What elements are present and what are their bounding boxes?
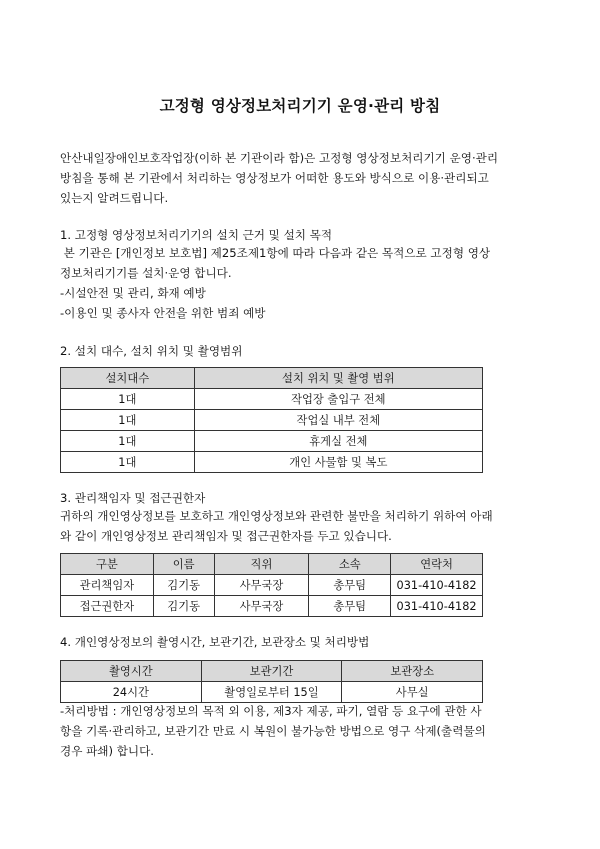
section4-line: 항을 기록·관리하고, 보관기간 만료 시 복원이 불가능한 방법으로 영구 삭제(출력물의	[60, 724, 486, 738]
table-cell: 작업실 내부 전체	[194, 410, 482, 431]
table-row	[61, 452, 483, 473]
table-row	[61, 682, 483, 703]
table-header-cell: 직위	[214, 554, 309, 575]
manager-table	[60, 553, 483, 617]
section3-body	[60, 506, 544, 546]
section4-line: 경우 파쇄) 합니다.	[60, 744, 154, 758]
table-cell: 1대	[61, 431, 195, 452]
table-cell: 사무국장	[214, 575, 309, 596]
table-cell: 김기동	[153, 596, 214, 617]
section3-line: 와 같이 개인영상정보 관리책임자 및 접근권한자를 두고 있습니다.	[60, 529, 392, 543]
section1-body	[60, 243, 544, 323]
section1-line: -이용인 및 종사자 안전을 위한 범죄 예방	[60, 306, 266, 320]
intro-line: 안산내일장애인보호작업장(이하 본 기관이라 함)은 고정형 영상정보처리기기 운영·관리	[60, 151, 499, 165]
table-cell: 031-410-4182	[391, 575, 483, 596]
section3-line: 귀하의 개인영상정보를 보호하고 개인영상정보와 관련한 불만을 처리하기 위하여 아래	[60, 509, 493, 523]
table-row	[61, 575, 483, 596]
table-header-cell: 보관장소	[342, 661, 483, 682]
table-row	[61, 431, 483, 452]
section1-heading: 1. 고정형 영상정보처리기기의 설치 근거 및 설치 목적	[60, 228, 333, 242]
section1-line: 본 기관은 [개인정보 보호법] 제25조제1항에 따라 다음과 같은 목적으로 고정형 영상	[60, 246, 491, 260]
section4-body	[60, 701, 544, 761]
table-cell: 총무팀	[309, 596, 391, 617]
intro-line: 있는지 알려드립니다.	[60, 191, 169, 205]
table-header-cell: 연락처	[391, 554, 483, 575]
table-cell: 1대	[61, 410, 195, 431]
table-row	[61, 389, 483, 410]
table-header-row	[61, 368, 483, 389]
table-cell: 031-410-4182	[391, 596, 483, 617]
table-cell: 1대	[61, 452, 195, 473]
table-cell: 접근권한자	[61, 596, 154, 617]
retention-table	[60, 660, 483, 703]
table-cell: 김기동	[153, 575, 214, 596]
section3-heading: 3. 관리책임자 및 접근권한자	[60, 491, 206, 505]
section1-line: 정보처리기기를 설치·운영 합니다.	[60, 266, 232, 280]
table-header-cell: 촬영시간	[61, 661, 202, 682]
table-cell: 촬영일로부터 15일	[201, 682, 342, 703]
document-title: 고정형 영상정보처리기기 운영·관리 방침	[159, 97, 441, 115]
section4-heading: 4. 개인영상정보의 촬영시간, 보관기간, 보관장소 및 처리방법	[60, 635, 370, 649]
section4-line: -처리방법 : 개인영상정보의 목적 외 이용, 제3자 제공, 파기, 열람 등 요구에 관한 사	[60, 704, 482, 718]
table-header-cell: 설치대수	[61, 368, 195, 389]
intro-line: 방침을 통해 본 기관에서 처리하는 영상정보가 어떠한 용도와 방식으로 이용·관리되고	[60, 171, 489, 185]
table-cell: 관리책임자	[61, 575, 154, 596]
section2-heading: 2. 설치 대수, 설치 위치 및 촬영범위	[60, 344, 243, 358]
table-cell: 개인 사물함 및 복도	[194, 452, 482, 473]
table-row	[61, 596, 483, 617]
table-header-cell: 이름	[153, 554, 214, 575]
table-header-row	[61, 554, 483, 575]
table-header-cell: 구분	[61, 554, 154, 575]
table-row	[61, 410, 483, 431]
table-header-cell: 설치 위치 및 촬영 범위	[194, 368, 482, 389]
table-cell: 24시간	[61, 682, 202, 703]
table-header-cell: 소속	[309, 554, 391, 575]
intro-paragraph	[60, 148, 544, 208]
table-header-row	[61, 661, 483, 682]
table-cell: 사무실	[342, 682, 483, 703]
section1-line: -시설안전 및 관리, 화재 예방	[60, 286, 206, 300]
installation-table	[60, 367, 483, 473]
table-header-cell: 보관기간	[201, 661, 342, 682]
table-cell: 총무팀	[309, 575, 391, 596]
table-cell: 작업장 출입구 전체	[194, 389, 482, 410]
table-cell: 1대	[61, 389, 195, 410]
table-cell: 휴게실 전체	[194, 431, 482, 452]
table-cell: 사무국장	[214, 596, 309, 617]
